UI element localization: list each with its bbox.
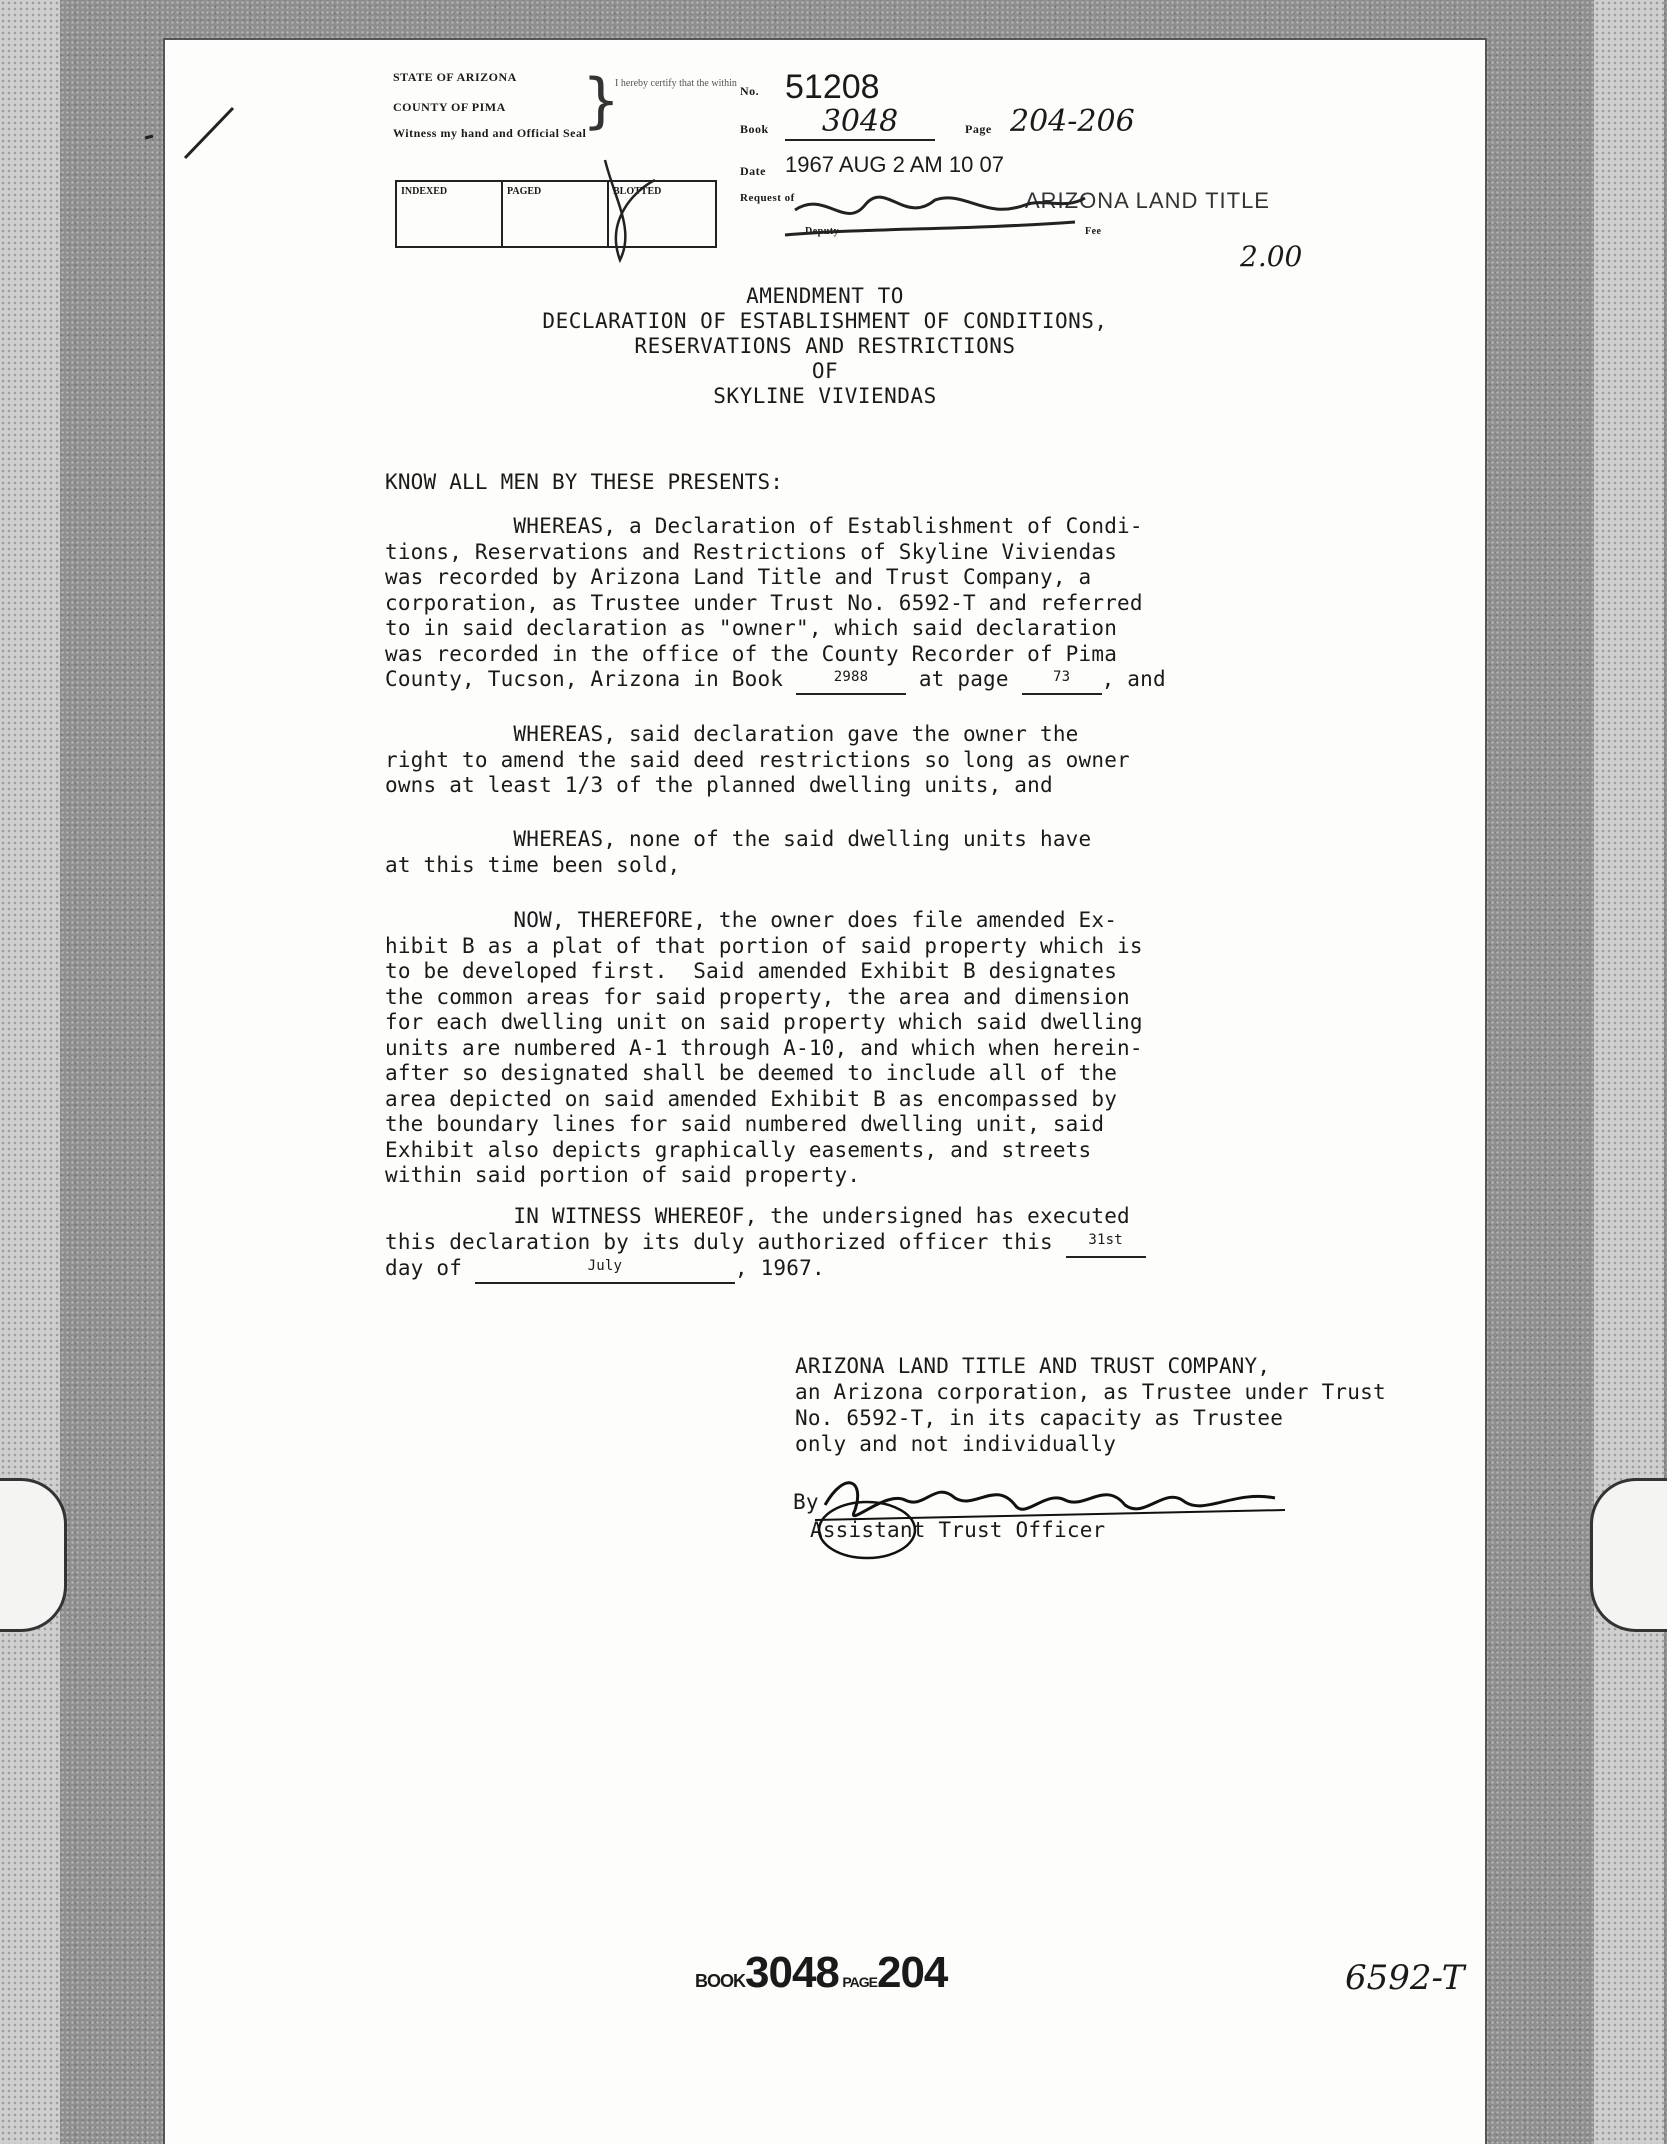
certify-line: I hereby certify that the within bbox=[615, 78, 737, 89]
right-margin-scan bbox=[1594, 0, 1664, 2144]
date-label: Date bbox=[740, 164, 766, 178]
paragraph-whereas-3: WHEREAS, none of the said dwelling units have at this time been sold, bbox=[385, 827, 1092, 877]
binder-tab-left bbox=[0, 1478, 67, 1632]
paragraph-whereas-1: WHEREAS, a Declaration of Establishment of Condi- tions, Reservations and Restrictions of Skyline Viviendas was recorded by Arizona Land Title and Trust Company, a corporation, as Trustee under Trust No. 6592-T and referred to in said declaration as "owner", which said declaration was recorded in the office of the County Recorder of Pima bbox=[385, 514, 1143, 666]
file-reference: 6592-T bbox=[1345, 1958, 1465, 1998]
title-line-1: AMENDMENT TO bbox=[746, 284, 904, 308]
signer-line-4: only and not individually bbox=[795, 1432, 1117, 1456]
title-line-3: RESERVATIONS AND RESTRICTIONS bbox=[634, 334, 1016, 358]
state-line: STATE OF ARIZONA bbox=[393, 70, 517, 84]
signer-company: ARIZONA LAND TITLE AND TRUST COMPANY, bbox=[795, 1354, 1271, 1378]
request-value: ARIZONA LAND TITLE bbox=[1025, 188, 1270, 213]
witness-line-1: IN WITNESS WHEREOF, the undersigned has executed bbox=[385, 1204, 1130, 1228]
box-indexed: INDEXED bbox=[397, 182, 503, 246]
by-label: By bbox=[793, 1490, 819, 1514]
page-label: Page bbox=[965, 122, 992, 136]
book-label: Book bbox=[740, 122, 769, 136]
month-blank: July bbox=[475, 1256, 735, 1284]
request-label: Request of bbox=[740, 192, 795, 204]
no-label: No. bbox=[740, 84, 760, 98]
officer-title: Assistant Trust Officer bbox=[810, 1518, 1106, 1542]
fee-value: 2.00 bbox=[1240, 240, 1303, 273]
title-line-2: DECLARATION OF ESTABLISHMENT OF CONDITIONS, bbox=[542, 309, 1108, 333]
witness-line: Witness my hand and Official Seal bbox=[393, 126, 587, 140]
signature-scribble bbox=[785, 1450, 1305, 1570]
left-margin-scan bbox=[0, 0, 60, 2144]
box-blotted: BLOTTED bbox=[613, 186, 662, 197]
book-blank: 2988 bbox=[796, 667, 906, 695]
deputy-label: Deputy bbox=[805, 226, 840, 237]
book-number: 3048 bbox=[785, 104, 935, 141]
paragraph-whereas-2: WHEREAS, said declaration gave the owner the right to amend the said deed restrictions so long as owner owns at least 1/3 of the planned dwelling units, and bbox=[385, 722, 1130, 797]
signer-line-2: an Arizona corporation, as Trustee under Trust bbox=[795, 1380, 1386, 1404]
day-blank: 31st bbox=[1066, 1230, 1146, 1258]
document-page bbox=[165, 40, 1485, 2144]
document-number: 51208 bbox=[785, 68, 880, 106]
paragraph-whereas-1-last-line: County, Tucson, Arizona in Book 2988 at page 73 , and bbox=[385, 667, 1166, 695]
county-line: COUNTY OF PIMA bbox=[393, 100, 506, 114]
binder-tab-right bbox=[1590, 1478, 1667, 1632]
page-blank: 73 bbox=[1022, 667, 1102, 695]
intro-heading: KNOW ALL MEN BY THESE PRESENTS: bbox=[385, 470, 784, 494]
witness-line-3: day of July , 1967. bbox=[385, 1256, 825, 1284]
fee-label: Fee bbox=[1085, 226, 1102, 237]
title-line-5: SKYLINE VIVIENDAS bbox=[713, 384, 937, 408]
date-value: 1967 AUG 2 AM 10 07 bbox=[785, 152, 1004, 177]
witness-line-2: this declaration by its duly authorized officer this 31st bbox=[385, 1230, 1146, 1258]
signer-line-3: No. 6592-T, in its capacity as Trustee bbox=[795, 1406, 1284, 1430]
box-paged: PAGED bbox=[503, 182, 609, 246]
title-line-4: OF bbox=[811, 359, 839, 383]
paragraph-now-therefore: NOW, THEREFORE, the owner does file amended Ex- hibit B as a plat of that portion of said property which is to be developed first. Said amended Exhibit B designates the common areas for said property, the area and dimension for each dwelling unit on said property which said dwelling units are numbered A-1 through A-10, and which when herein- after so designated shall be deemed to include all of the area depicted on said amended Exhibit B as encompassed by the boundary lines for said numbered dwelling unit, said Exhibit also depicts graphically easements, and streets within said portion of said property. bbox=[385, 908, 1143, 1187]
book-page-stamp: BOOK3048 PAGE204 bbox=[695, 1948, 948, 1997]
page-range: 204-206 bbox=[1010, 104, 1135, 139]
brace: } bbox=[583, 66, 620, 136]
